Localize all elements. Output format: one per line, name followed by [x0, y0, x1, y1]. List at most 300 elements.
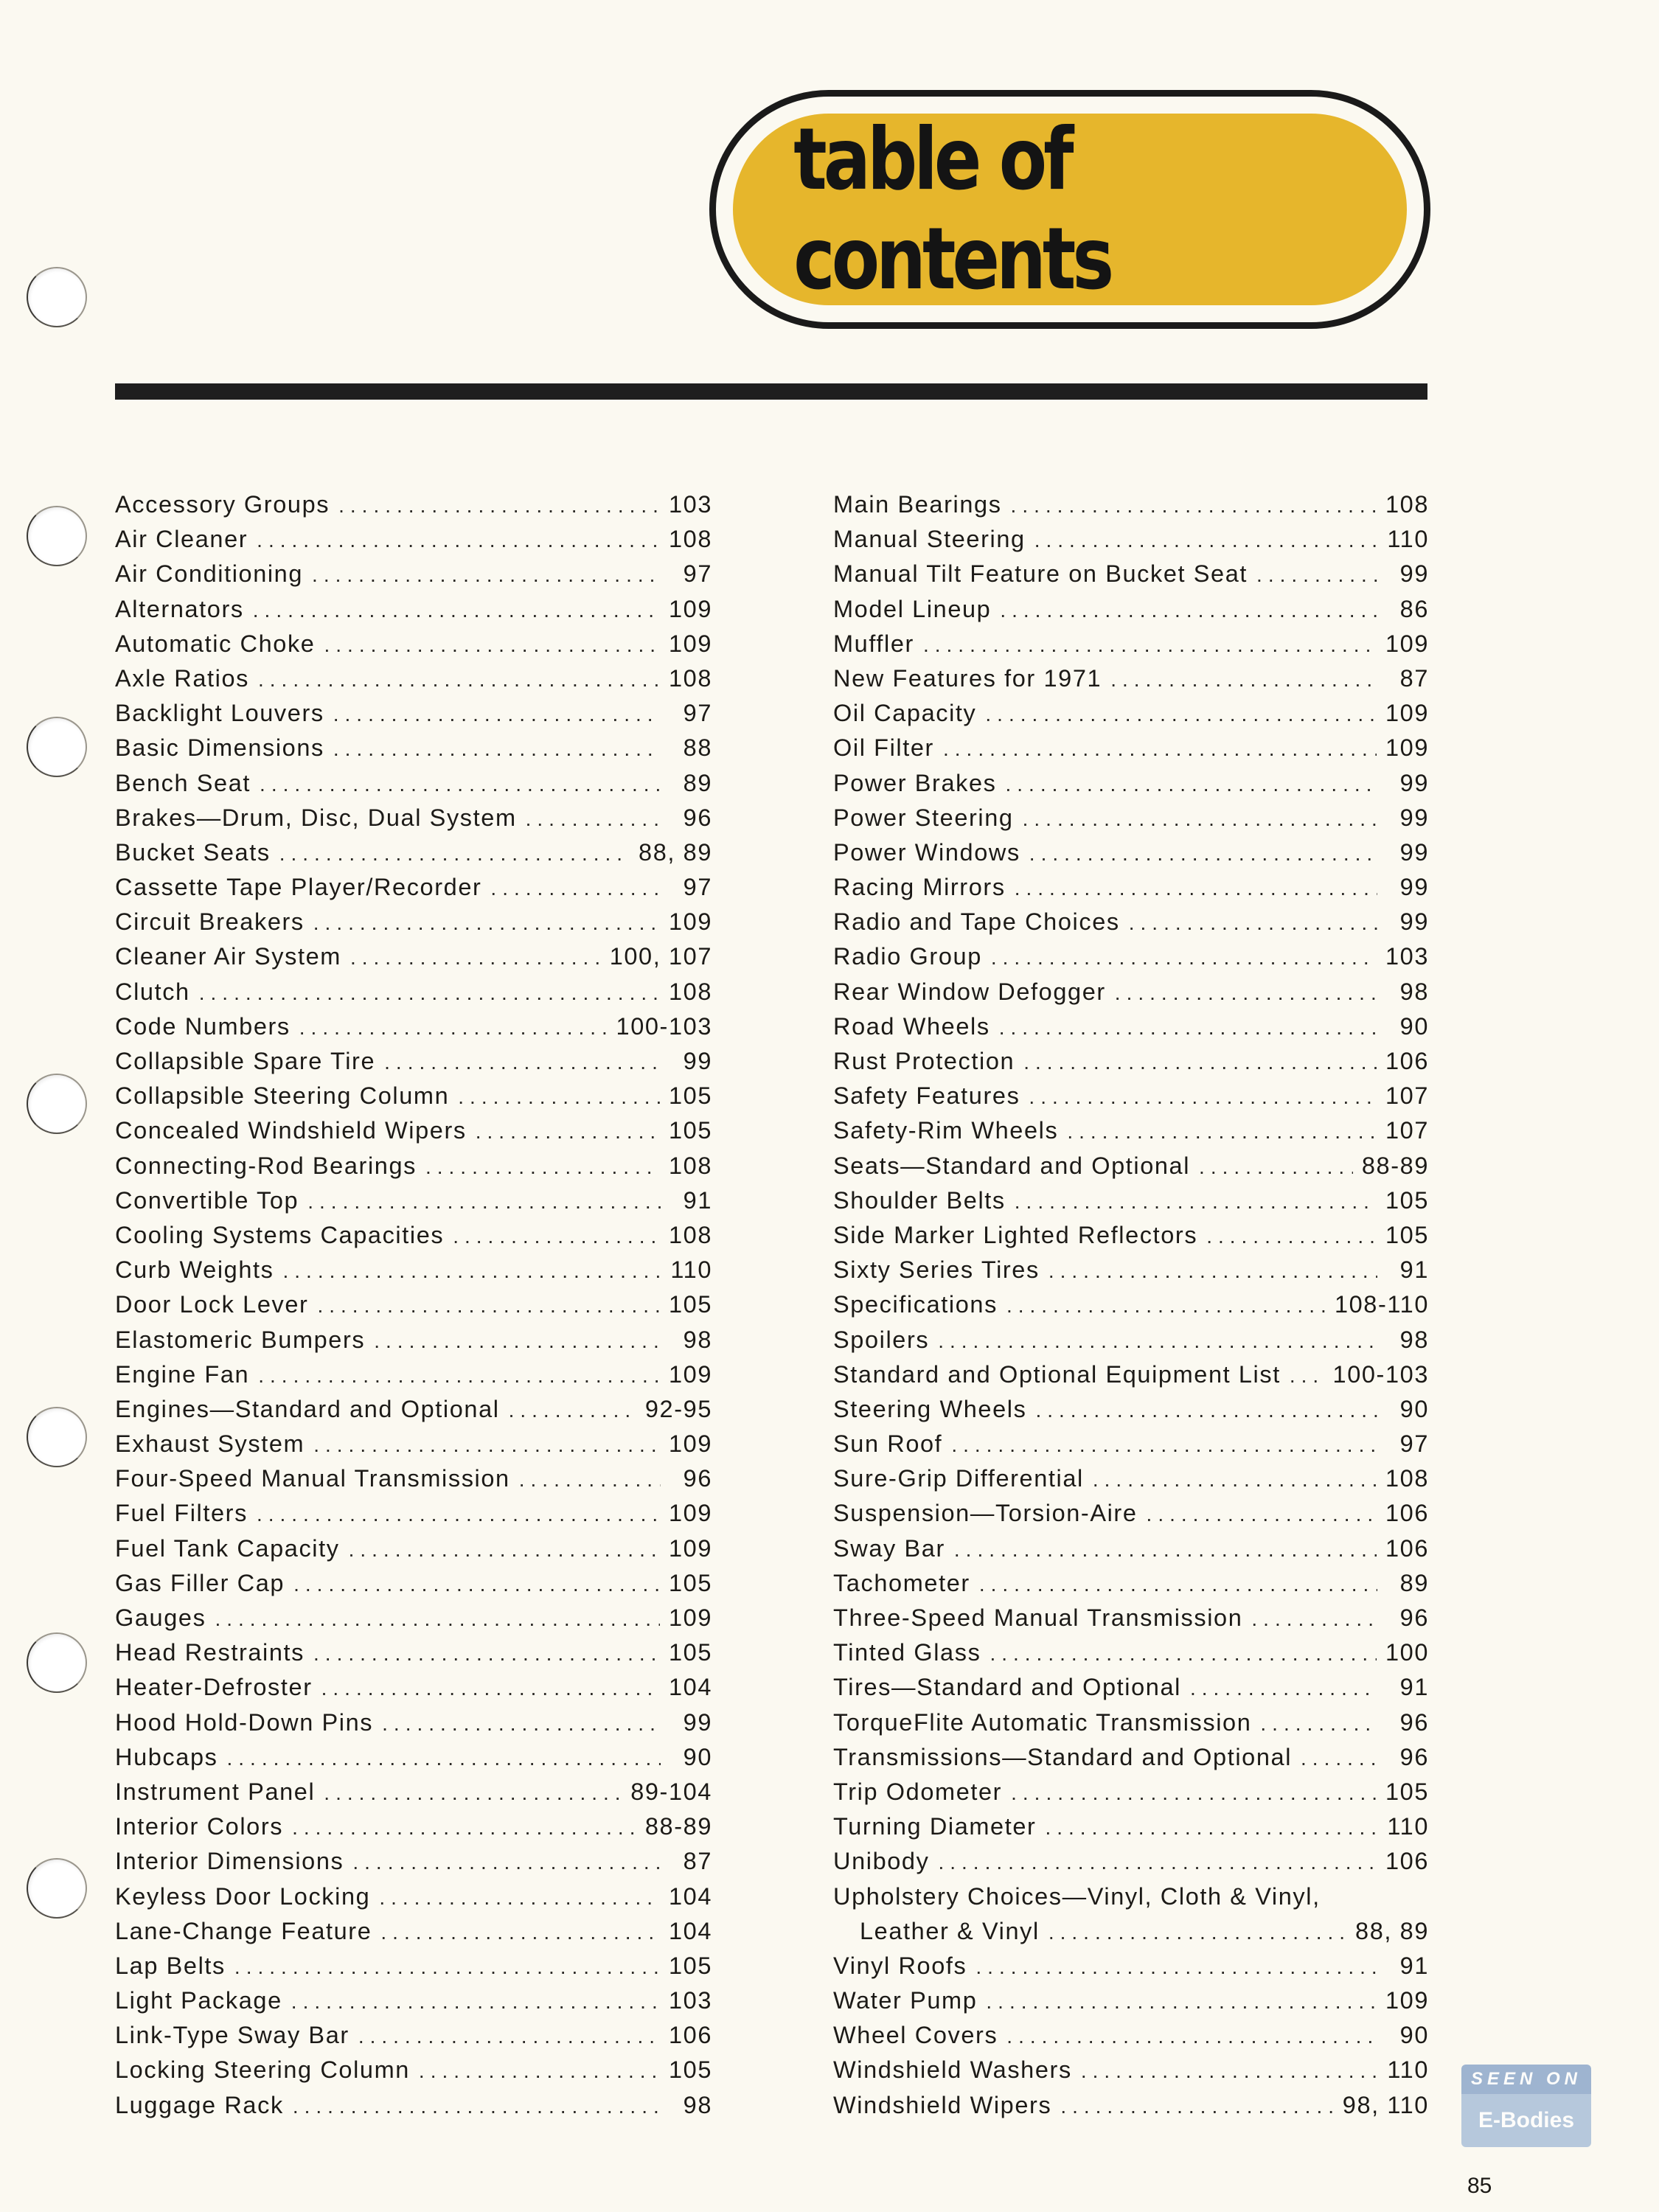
index-entry [115, 1430, 712, 1465]
index-entry [833, 700, 1429, 734]
entry-label: Tachometer [833, 1569, 970, 1596]
index-entry [833, 1848, 1429, 1882]
index-entry [115, 630, 712, 665]
dot-leader [324, 1781, 622, 1805]
watermark-line1: SEEN ON [1461, 2065, 1591, 2094]
dot-leader [923, 633, 1377, 657]
entry-label: Fuel Filters [115, 1500, 248, 1527]
entry-label: Locking Steering Column [115, 2056, 410, 2084]
dot-leader [938, 1851, 1377, 1874]
entry-label: Automatic Choke [115, 630, 316, 657]
dot-leader [352, 1851, 661, 1874]
entry-label: Main Bearings [833, 491, 1002, 518]
dot-leader [279, 842, 630, 866]
dot-leader [519, 1468, 661, 1492]
entry-page: 109 [668, 1500, 712, 1527]
index-entry [833, 1535, 1429, 1570]
dot-leader [509, 1399, 636, 1422]
entry-label: Trip Odometer [833, 1778, 1003, 1805]
dot-leader [1115, 981, 1377, 1005]
watermark-line2: E-Bodies [1461, 2094, 1591, 2147]
entry-page: 98 [1399, 1326, 1429, 1353]
entry-page: 108 [668, 664, 712, 692]
dot-leader [1290, 1364, 1324, 1388]
entry-page: 103 [668, 491, 712, 518]
entry-label: Manual Tilt Feature on Bucket Seat [833, 560, 1248, 588]
entry-label: Code Numbers [115, 1012, 291, 1040]
index-entry [833, 1500, 1429, 1534]
dot-leader [338, 494, 660, 518]
dot-leader [307, 1190, 661, 1214]
entry-page: 88, 89 [1355, 1917, 1429, 1944]
entry-page: 107 [1385, 1082, 1429, 1110]
index-entry [833, 1152, 1429, 1187]
entry-label: Heater-Defroster [115, 1674, 313, 1701]
entry-label: Keyless Door Locking [115, 1882, 371, 1910]
dot-leader [1301, 1747, 1377, 1770]
dot-leader [1060, 2095, 1333, 2118]
dot-leader [1147, 1503, 1377, 1526]
entry-label: Brakes—Drum, Disc, Dual System [115, 804, 517, 831]
entry-page: 105 [668, 2056, 712, 2084]
entry-label: Head Restraints [115, 1639, 305, 1666]
entry-page: 108 [668, 1221, 712, 1248]
dot-leader [257, 1503, 660, 1526]
index-entry [833, 734, 1429, 769]
entry-page: 97 [683, 560, 712, 588]
entry-label: Collapsible Spare Tire [115, 1048, 376, 1074]
entry-page: 107 [1385, 1117, 1429, 1144]
entry-page: 108 [668, 526, 712, 553]
entry-page: 109 [668, 595, 712, 622]
index-entry [115, 1918, 712, 1952]
entry-label: Exhaust System [115, 1430, 305, 1458]
entry-page: 105 [668, 1569, 712, 1596]
entry-page: 97 [683, 700, 712, 727]
dot-leader [1023, 807, 1377, 831]
entry-page: 99 [1399, 769, 1429, 796]
entry-label: Side Marker Lighted Reflectors [833, 1221, 1198, 1248]
dot-leader [1006, 2025, 1377, 2048]
dot-leader [1067, 1120, 1377, 1144]
index-entry [115, 1778, 712, 1813]
entry-page: 109 [668, 1360, 712, 1388]
index-entry [115, 491, 712, 526]
entry-page: 106 [668, 2022, 712, 2049]
dot-leader [526, 807, 661, 831]
dot-leader [458, 1085, 660, 1109]
entry-label: Hood Hold-Down Pins [115, 1708, 374, 1736]
title-badge [709, 90, 1430, 329]
dot-leader [226, 1747, 661, 1770]
dot-leader [358, 2025, 660, 2048]
binder-hole [27, 267, 87, 327]
index-entry [115, 1987, 712, 2022]
entry-page: 89-104 [630, 1778, 712, 1805]
index-entry [115, 1848, 712, 1882]
dot-leader [1015, 877, 1377, 900]
entry-page: 87 [683, 1848, 712, 1875]
dot-leader [986, 1990, 1377, 2014]
binder-hole [27, 1074, 87, 1134]
entry-label: Axle Ratios [115, 664, 249, 692]
dot-leader [985, 703, 1377, 726]
entry-label: Light Package [115, 1987, 282, 2014]
page-number: 85 [1467, 2174, 1492, 2198]
dot-leader [990, 1642, 1377, 1666]
index-entry [115, 1256, 712, 1291]
dot-leader [999, 1016, 1377, 1040]
entry-page: 104 [668, 1882, 712, 1910]
entry-page: 91 [683, 1186, 712, 1214]
entry-label: Standard and Optional Equipment List [833, 1360, 1281, 1388]
index-entry [115, 2056, 712, 2091]
entry-page: 87 [1399, 664, 1429, 692]
index-entry [833, 1117, 1429, 1152]
dot-leader [1260, 1712, 1377, 1736]
index-entry [833, 1187, 1429, 1222]
entry-page: 100, 107 [609, 943, 712, 970]
dot-leader [1048, 1921, 1346, 1944]
entry-page: 90 [1399, 1012, 1429, 1040]
entry-page: 105 [1385, 1186, 1429, 1214]
dot-leader [1251, 1607, 1377, 1631]
dot-leader [1129, 911, 1377, 935]
entry-page: 110 [1387, 2056, 1429, 2084]
index-entry [833, 526, 1429, 560]
dot-leader [1256, 563, 1377, 587]
entry-label: Collapsible Steering Column [115, 1082, 450, 1110]
entry-label: Safety-Rim Wheels [833, 1117, 1059, 1144]
entry-label: Spoilers [833, 1326, 930, 1353]
entry-label: Convertible Top [115, 1186, 299, 1214]
entry-label: Sixty Series Tires [833, 1256, 1040, 1284]
entry-page: 105 [668, 1639, 712, 1666]
entry-label: Sway Bar [833, 1534, 945, 1562]
index-entry [833, 1813, 1429, 1848]
index-entry [833, 1326, 1429, 1361]
dot-leader [260, 773, 661, 796]
entry-label: Bucket Seats [115, 838, 271, 866]
entry-page: 106 [1385, 1500, 1429, 1527]
index-column-right [833, 491, 1429, 2126]
entry-label: Four-Speed Manual Transmission [115, 1465, 510, 1492]
index-entry [115, 1535, 712, 1570]
dot-leader [283, 1259, 661, 1283]
entry-page: 105 [668, 1082, 712, 1110]
entry-page: 106 [1385, 1534, 1429, 1562]
dot-leader [293, 1573, 660, 1596]
dot-leader [374, 1329, 661, 1353]
entry-label: Specifications [833, 1291, 998, 1318]
index-entry [833, 1396, 1429, 1430]
entry-page: 109 [668, 1534, 712, 1562]
entry-page: 90 [1399, 2022, 1429, 2049]
entry-label: Clutch [115, 978, 190, 1005]
index-entry [115, 1152, 712, 1187]
index-entry [115, 665, 712, 700]
index-entry [115, 596, 712, 630]
index-entry [833, 1674, 1429, 1708]
index-entry [833, 1222, 1429, 1256]
index-entry [115, 839, 712, 874]
entry-page: 100 [1385, 1639, 1429, 1666]
dot-leader [425, 1155, 660, 1179]
index-entry [115, 1222, 712, 1256]
index-entry [833, 908, 1429, 943]
index-entry [115, 1187, 712, 1222]
index-entry [115, 1048, 712, 1082]
entry-label: Tires—Standard and Optional [833, 1674, 1181, 1701]
dot-leader [349, 1538, 660, 1562]
index-entry [115, 1709, 712, 1744]
dot-leader [938, 1329, 1377, 1353]
index-entry [833, 1604, 1429, 1639]
entry-label: Upholstery Choices—Vinyl, Cloth & Vinyl, [833, 1882, 1321, 1910]
dot-leader [384, 1051, 661, 1074]
entry-label: Radio Group [833, 943, 982, 970]
index-entry [833, 1918, 1429, 1952]
entry-label: Air Cleaner [115, 526, 248, 553]
index-entry [833, 1013, 1429, 1048]
entry-label: Windshield Wipers [833, 2091, 1052, 2118]
entry-label: Power Brakes [833, 769, 997, 796]
entry-page: 108 [1385, 491, 1429, 518]
entry-page: 109 [668, 1430, 712, 1458]
index-entry [833, 1883, 1429, 1918]
index-entry [833, 839, 1429, 874]
dot-leader [234, 1955, 660, 1979]
binder-hole [27, 1858, 87, 1919]
entry-label: Curb Weights [115, 1256, 274, 1284]
entry-page: 89 [1399, 1569, 1429, 1596]
entry-label: Manual Steering [833, 526, 1026, 553]
index-entry [833, 596, 1429, 630]
binder-hole [27, 506, 87, 566]
entry-label: Concealed Windshield Wipers [115, 1117, 467, 1144]
entry-label: Steering Wheels [833, 1395, 1027, 1422]
dot-leader [317, 1294, 660, 1318]
entry-label: Oil Capacity [833, 700, 977, 727]
entry-page: 88-89 [644, 1813, 712, 1840]
index-entry [115, 1744, 712, 1778]
index-entry [833, 1778, 1429, 1813]
entry-label: Interior Dimensions [115, 1848, 344, 1875]
entry-page: 109 [1385, 700, 1429, 727]
dot-leader [1206, 1225, 1377, 1248]
dot-leader [1015, 1190, 1377, 1214]
entry-page: 91 [1399, 1674, 1429, 1701]
entry-label: Racing Mirrors [833, 874, 1006, 901]
index-entry [833, 943, 1429, 978]
index-entry [115, 2022, 712, 2056]
entry-label: Link-Type Sway Bar [115, 2022, 349, 2049]
index-entry [833, 560, 1429, 595]
entry-page: 105 [1385, 1221, 1429, 1248]
entry-page: 108-110 [1334, 1291, 1429, 1318]
dot-leader [291, 1990, 660, 2014]
entry-label: Windshield Washers [833, 2056, 1072, 2084]
index-entry [115, 734, 712, 769]
entry-label: Bench Seat [115, 769, 251, 796]
entry-page: 98 [683, 1326, 712, 1353]
index-entry [833, 874, 1429, 908]
entry-page: 97 [1399, 1430, 1429, 1458]
entry-label: Basic Dimensions [115, 734, 324, 762]
index-entry [833, 1048, 1429, 1082]
dot-leader [333, 737, 661, 761]
entry-page: 98, 110 [1342, 2091, 1429, 2118]
index-entry [115, 943, 712, 978]
index-entry [833, 1639, 1429, 1674]
entry-page: 105 [1385, 1778, 1429, 1805]
dot-leader [215, 1607, 660, 1631]
dot-leader [1093, 1468, 1377, 1492]
dot-leader [991, 946, 1377, 970]
entry-label: Shoulder Belts [833, 1186, 1006, 1214]
entry-label: TorqueFlite Automatic Transmission [833, 1708, 1252, 1736]
entry-label: Sure-Grip Differential [833, 1465, 1084, 1492]
entry-page: 99 [1399, 804, 1429, 831]
entry-page: 103 [668, 1987, 712, 2014]
entry-page: 99 [1399, 908, 1429, 936]
dot-leader [476, 1120, 660, 1144]
entry-label: Oil Filter [833, 734, 934, 762]
entry-page: 88 [683, 734, 712, 762]
entry-page: 110 [670, 1256, 712, 1284]
dot-leader [979, 1573, 1377, 1596]
entry-page: 105 [668, 1117, 712, 1144]
entry-label: Cooling Systems Capacities [115, 1221, 445, 1248]
dot-leader [253, 599, 660, 622]
binder-hole [27, 1407, 87, 1467]
entry-page: 92-95 [644, 1395, 712, 1422]
entry-page: 109 [668, 908, 712, 936]
index-entry [833, 1361, 1429, 1396]
index-entry [833, 1570, 1429, 1604]
index-entry [833, 630, 1429, 665]
index-entry [115, 1361, 712, 1396]
entry-label: Safety Features [833, 1082, 1020, 1110]
entry-page: 104 [668, 1674, 712, 1701]
entry-label: Engine Fan [115, 1360, 250, 1388]
entry-label: Unibody [833, 1848, 930, 1875]
entry-page: 110 [1387, 1813, 1429, 1840]
entry-page: 103 [1385, 943, 1429, 970]
dot-leader [419, 2059, 660, 2083]
index-entry [833, 491, 1429, 526]
entry-page: 88, 89 [639, 838, 712, 866]
index-entry [115, 1396, 712, 1430]
dot-leader [324, 633, 659, 657]
dot-leader [313, 1433, 660, 1457]
index-entry [115, 804, 712, 839]
header-rule [115, 383, 1427, 400]
index-column-left [115, 491, 712, 2126]
entry-label: Road Wheels [833, 1012, 990, 1040]
dot-leader [350, 946, 601, 970]
entry-label: Circuit Breakers [115, 908, 305, 936]
index-entry [115, 1326, 712, 1361]
entry-label: Air Conditioning [115, 560, 304, 588]
entry-label: Engines—Standard and Optional [115, 1395, 500, 1422]
index-entry [115, 2092, 712, 2126]
dot-leader [1035, 1399, 1377, 1422]
entry-page: 96 [683, 804, 712, 831]
entry-label: Hubcaps [115, 1743, 218, 1770]
entry-page: 96 [1399, 1604, 1429, 1631]
entry-label: Three-Speed Manual Transmission [833, 1604, 1243, 1631]
dot-leader [1081, 2059, 1377, 2083]
entry-page: 109 [668, 1604, 712, 1631]
dot-leader [382, 1712, 661, 1736]
entry-page: 109 [1385, 630, 1429, 657]
index-entry [115, 1604, 712, 1639]
index-entry [115, 908, 712, 943]
entry-page: 97 [683, 874, 712, 901]
entry-label: Sun Roof [833, 1430, 943, 1458]
entry-page: 91 [1399, 1256, 1429, 1284]
dot-leader [954, 1538, 1377, 1562]
dot-leader [951, 1433, 1377, 1457]
entry-label: Door Lock Lever [115, 1291, 309, 1318]
entry-page: 105 [668, 1291, 712, 1318]
entry-label: Seats—Standard and Optional [833, 1152, 1191, 1179]
index-entry [833, 1082, 1429, 1117]
dot-leader [1199, 1155, 1353, 1179]
dot-leader [1006, 773, 1378, 796]
entry-page: 108 [1385, 1465, 1429, 1492]
dot-leader [199, 981, 660, 1005]
dot-leader [1048, 1259, 1377, 1283]
entry-label: Cassette Tape Player/Recorder [115, 874, 482, 901]
entry-page: 110 [1387, 526, 1429, 553]
entry-page: 96 [683, 1465, 712, 1492]
entry-label: Elastomeric Bumpers [115, 1326, 366, 1353]
entry-label: Gauges [115, 1604, 206, 1631]
index-entry [115, 1465, 712, 1500]
index-entry [115, 1883, 712, 1918]
index-entry [833, 978, 1429, 1013]
dot-leader [453, 1225, 660, 1248]
index-entry [833, 1987, 1429, 2022]
entry-page: 96 [1399, 1708, 1429, 1736]
index-entry [833, 1430, 1429, 1465]
dot-leader [1110, 668, 1377, 692]
index-entry [833, 1952, 1429, 1987]
entry-page: 98 [683, 2091, 712, 2118]
dot-leader [258, 1364, 660, 1388]
entry-label: Tinted Glass [833, 1639, 981, 1666]
entry-label: Gas Filler Cap [115, 1569, 285, 1596]
dot-leader [258, 668, 660, 692]
binder-hole [27, 717, 87, 777]
index-entry [115, 700, 712, 734]
dot-leader [379, 1886, 660, 1910]
entry-label: Luggage Rack [115, 2091, 284, 2118]
entry-page: 109 [1385, 1987, 1429, 2014]
index-entry [115, 1500, 712, 1534]
index-entry [833, 2056, 1429, 2091]
entry-label: Connecting-Rod Bearings [115, 1152, 417, 1179]
entry-page: 99 [683, 1708, 712, 1736]
entry-page: 89 [683, 769, 712, 796]
index-entry [115, 1013, 712, 1048]
dot-leader [313, 1642, 660, 1666]
binder-hole [27, 1632, 87, 1693]
index-entry [115, 874, 712, 908]
index-entry [115, 526, 712, 560]
